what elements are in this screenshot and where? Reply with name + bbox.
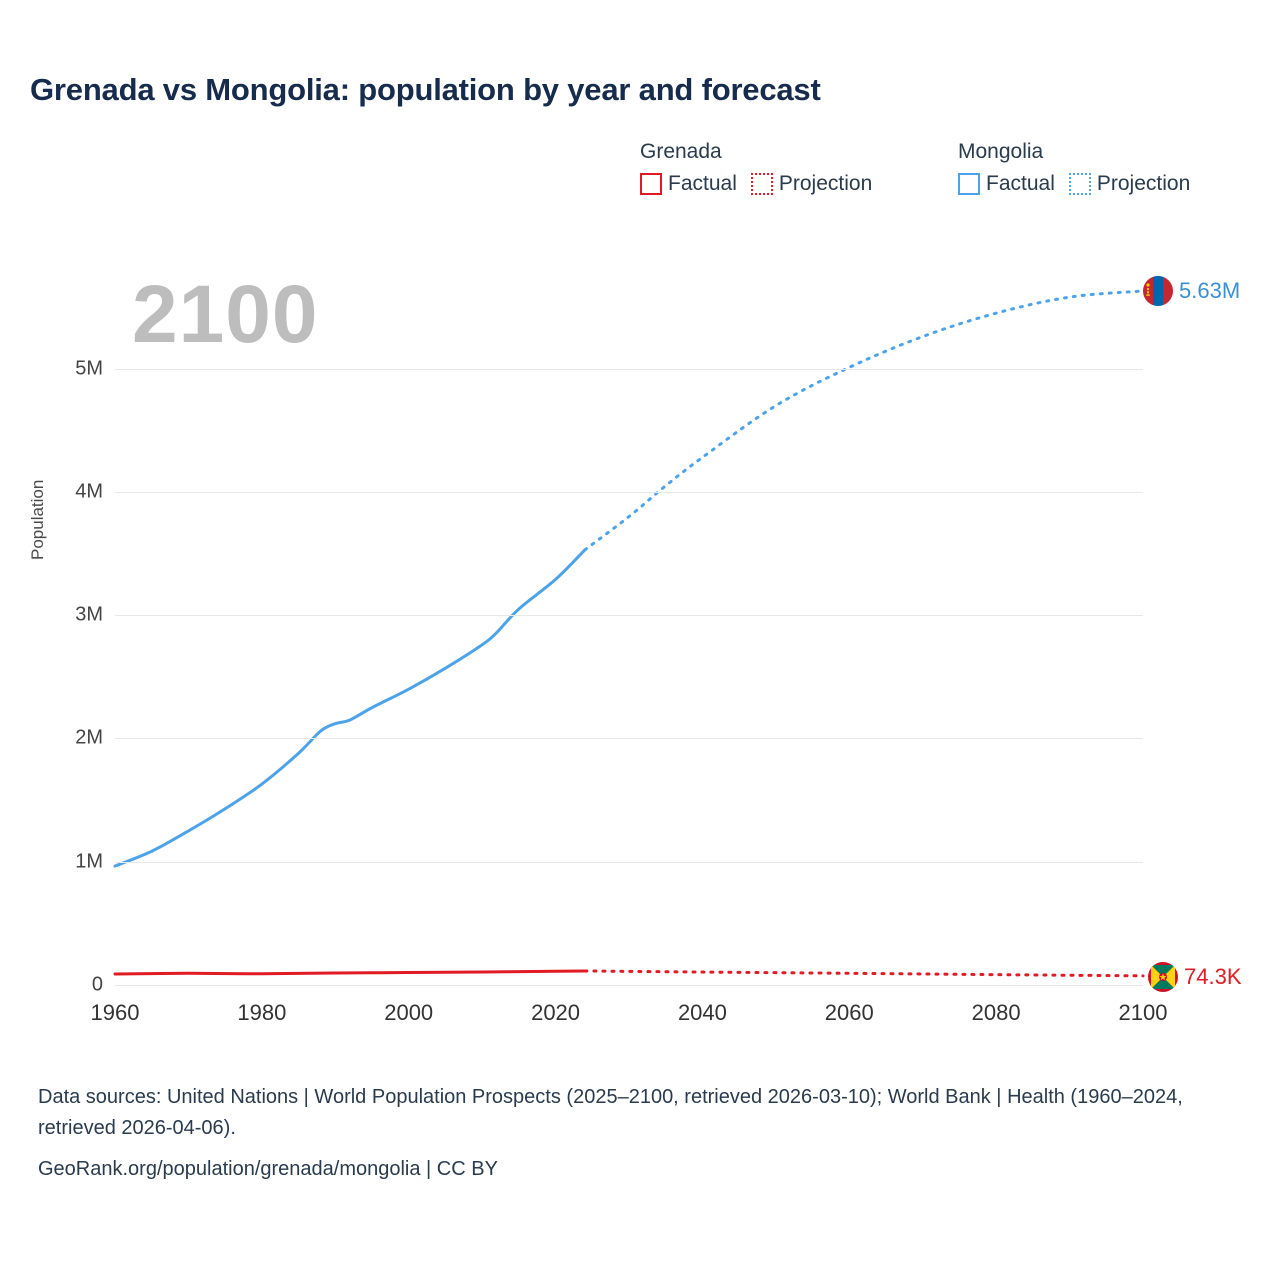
x-axis-tick-label: 2100 <box>1118 1000 1168 1025</box>
legend-group-grenada <box>640 140 872 196</box>
legend-item-label: Factual <box>986 172 1055 195</box>
x-axis-tick-label: 2040 <box>677 1000 727 1025</box>
plot-area <box>75 270 1143 996</box>
legend-item-grenada-factual[interactable] <box>640 172 737 196</box>
legend-group-title: Grenada <box>640 140 722 163</box>
end-marker-grenada <box>1148 962 1242 992</box>
gridline <box>115 738 1143 739</box>
gridline <box>115 862 1143 863</box>
y-axis-tick-label: 4M <box>75 480 103 503</box>
end-marker-value: 74.3K <box>1184 964 1242 989</box>
watermark-year: 2100 <box>132 269 319 360</box>
x-axis-tick-label: 2000 <box>384 1000 434 1025</box>
legend-group-mongolia <box>958 140 1190 196</box>
legend-swatch-dotted-icon <box>751 173 773 195</box>
end-marker-value: 5.63M <box>1179 278 1241 303</box>
y-axis-tick-label: 0 <box>91 973 103 996</box>
x-axis-tick-label: 2060 <box>824 1000 874 1025</box>
footer <box>38 1082 1248 1185</box>
y-axis-tick-label: 3M <box>75 603 103 626</box>
x-axis <box>90 1000 1168 1040</box>
series-line-factual-grenada <box>115 971 585 974</box>
footer-link[interactable]: GeoRank.org/population/grenada/mongolia | CC BY <box>38 1158 498 1180</box>
footer-sources: Data sources: United Nations | World Population Prospects (2025–2100, retrieved 2026-03-10); World Bank | Health (1960–2024, retrieved 2026-04-06). <box>38 1086 1183 1139</box>
legend-group-title: Mongolia <box>958 140 1044 163</box>
gridline <box>115 985 1143 986</box>
series-line-projection-grenada <box>585 971 1143 976</box>
page-title: Grenada vs Mongolia: population by year and forecast <box>30 72 821 107</box>
y-axis-tick-label: 2M <box>75 726 103 749</box>
chart-lines <box>115 270 1143 985</box>
x-axis-tick-label: 2080 <box>971 1000 1021 1025</box>
gridline <box>115 492 1143 493</box>
legend-swatch-solid-icon <box>958 173 980 195</box>
grenada-flag-icon <box>1148 962 1178 992</box>
legend-swatch-dotted-icon <box>1069 173 1091 195</box>
legend-item-label: Factual <box>668 172 737 195</box>
legend-item-mongolia-projection[interactable] <box>1069 172 1190 196</box>
mongolia-flag-icon <box>1143 276 1173 306</box>
legend-item-grenada-projection[interactable] <box>751 172 872 196</box>
x-axis-tick-label: 2020 <box>531 1000 581 1025</box>
legend-item-mongolia-factual[interactable] <box>958 172 1055 196</box>
legend-item-label: Projection <box>1096 172 1191 195</box>
gridline <box>115 615 1143 616</box>
x-axis-tick-label: 1980 <box>237 1000 287 1025</box>
legend-item-label: Projection <box>778 172 873 195</box>
y-axis-title: Population <box>28 479 47 560</box>
gridline <box>115 369 1143 370</box>
series-line-factual-mongolia <box>115 550 585 866</box>
x-axis-tick-label: 1960 <box>90 1000 140 1025</box>
legend-swatch-solid-icon <box>640 173 662 195</box>
chart-legend <box>640 140 1260 220</box>
end-marker-mongolia <box>1143 276 1240 306</box>
y-axis-tick-label: 1M <box>75 850 103 873</box>
y-axis-tick-label: 5M <box>75 357 103 380</box>
series-line-projection-mongolia <box>585 291 1143 550</box>
